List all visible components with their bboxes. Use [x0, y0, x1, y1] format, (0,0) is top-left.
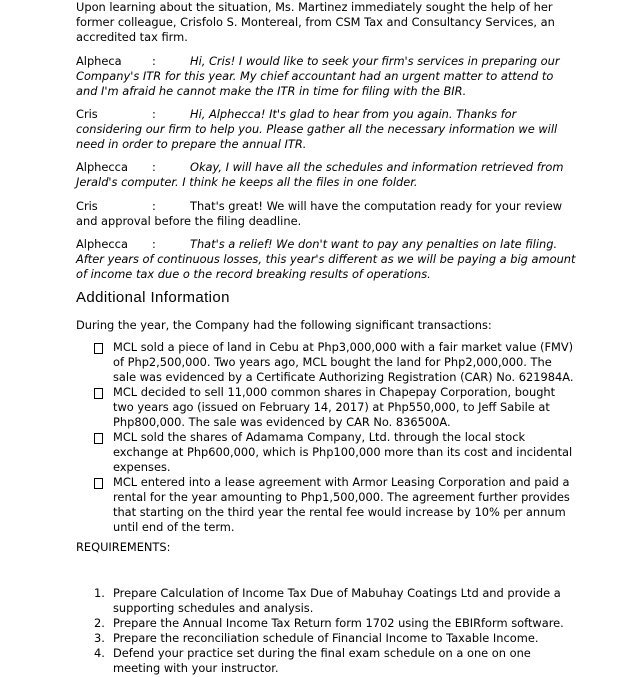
dialogue-text: Hi, Cris! I would like to seek your firm's services in preparing our Company's ITR for this year. My chief accountant had an urgent matter to attend to and I'm afraid he cannot make the ITR in time for filing with the BIR.: [76, 54, 560, 98]
requirement-text: Defend your practice set during the final exam schedule on a one on one meeting with your instructor.: [113, 646, 531, 675]
dialogue-line-2: [76, 107, 576, 152]
speaker-colon: :: [152, 54, 156, 68]
transaction-text: MCL decided to sell 11,000 common shares in Chapepay Corporation, bought two years ago (issued on February 14, 2017) at Php550,000, to Jeff Sabile at Php800,000. The sale was evidenced by CAR No. 836500A.: [113, 385, 556, 429]
transactions-list: [94, 340, 574, 535]
list-item: [94, 631, 574, 646]
checkbox-bullet-icon: [94, 343, 103, 354]
speaker-name: Alphecca: [76, 160, 128, 174]
requirement-text: Prepare the reconciliation schedule of Financial Income to Taxable Income.: [113, 631, 539, 645]
list-number: 4.: [94, 646, 105, 660]
dialogue-line-4: [76, 199, 576, 229]
dialogue-line-5: [76, 237, 576, 282]
intro-paragraph: Upon learning about the situation, Ms. Martinez immediately sought the help of her former colleague, Crisfolo S. Montereal, from CSM Tax and Consultancy Services, an accredited tax firm.: [76, 0, 555, 44]
transaction-text: MCL sold the shares of Adamama Company, Ltd. through the local stock exchange at Php600,000, which is Php100,000 more than its cost and incidental expenses.: [113, 430, 573, 474]
checkbox-bullet-icon: [94, 433, 103, 444]
requirement-text: Prepare Calculation of Income Tax Due of Mabuhay Coatings Ltd and provide a supporting schedules and analysis.: [113, 586, 561, 615]
dialogue-line-3: [76, 160, 576, 190]
list-item: [94, 385, 574, 430]
list-number: 2.: [94, 616, 105, 630]
dialogue-line-1: [76, 54, 576, 99]
speaker-name: Cris: [76, 107, 98, 121]
speaker-name: Cris: [76, 199, 98, 213]
speaker-name: Alpheca: [76, 54, 122, 68]
checkbox-bullet-icon: [94, 478, 103, 489]
checkbox-bullet-icon: [94, 388, 103, 399]
dialogue-text: That's a relief! We don't want to pay any penalties on late filing. After years of continuous losses, this year's different as we will be paying a big amount of income tax due o the record breaking results of operations.: [76, 237, 576, 281]
dialogue-text: That's great! We will have the computation ready for your review and approval before the filing deadline.: [76, 199, 563, 228]
speaker-colon: :: [152, 160, 156, 174]
transaction-text: MCL entered into a lease agreement with Armor Leasing Corporation and paid a rental for the year amounting to Php1,500,000. The agreement further provides that starting on the third year the rental fee would increase by 10% per annum until end of the term.: [113, 475, 570, 534]
dialogue-text: Hi, Alphecca! It's glad to hear from you again. Thanks for considering our firm to help you. Please gather all the necessary information we will need in order to prepare the annual ITR.: [76, 107, 558, 151]
list-item: [94, 616, 574, 631]
speaker-colon: :: [152, 237, 156, 251]
requirement-text: Prepare the Annual Income Tax Return form 1702 using the EBIRform software.: [113, 616, 564, 630]
requirements-heading: REQUIREMENTS:: [76, 540, 171, 554]
list-number: 3.: [94, 631, 105, 645]
speaker-colon: :: [152, 107, 156, 121]
dialogue-text: Okay, I will have all the schedules and information retrieved from Jerald's computer. I think he keeps all the files in one folder.: [76, 160, 564, 189]
requirements-list: [94, 586, 574, 676]
additional-information-heading: Additional Information: [76, 289, 230, 306]
list-item: [94, 340, 574, 385]
transactions-intro: During the year, the Company had the following significant transactions:: [76, 318, 492, 332]
transaction-text: MCL sold a piece of land in Cebu at Php3,000,000 with a fair market value (FMV) of Php2,500,000. Two years ago, MCL bought the land for Php2,000,000. The sale was evidenced by a Certificate Authorizing Registration (CAR) No. 621984A.: [113, 340, 574, 384]
list-item: [94, 475, 574, 535]
list-item: [94, 430, 574, 475]
list-item: [94, 586, 574, 616]
speaker-colon: :: [152, 199, 156, 213]
speaker-name: Alphecca: [76, 237, 128, 251]
list-number: 1.: [94, 586, 105, 600]
list-item: [94, 646, 574, 676]
